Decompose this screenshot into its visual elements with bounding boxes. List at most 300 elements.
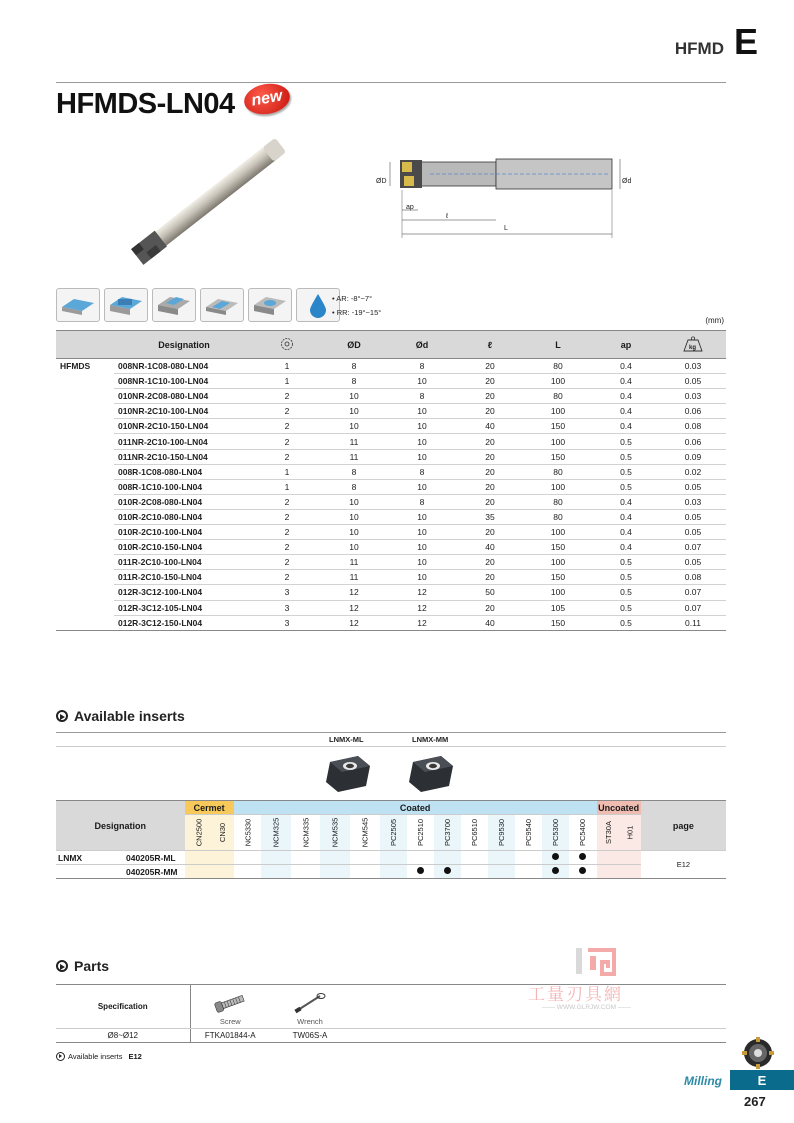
table-row — [56, 615, 726, 630]
col-teeth — [254, 331, 320, 359]
value-cell: 80 — [524, 359, 592, 374]
col-l: ℓ — [456, 331, 524, 359]
value-cell: 2 — [254, 525, 320, 540]
grade-header — [542, 815, 569, 851]
grade-header — [291, 815, 321, 851]
insert-row — [56, 865, 726, 879]
value-cell: 8 — [388, 464, 456, 479]
grade-cell — [461, 865, 488, 879]
designation-cell: 010R-2C10-100-LN04 — [114, 525, 254, 540]
page-number: 267 — [744, 1094, 766, 1109]
value-cell: 80 — [524, 509, 592, 524]
value-cell: 20 — [456, 374, 524, 389]
value-cell: 0.5 — [592, 585, 660, 600]
table-row — [56, 359, 726, 374]
available-dot-icon — [444, 867, 451, 874]
value-cell: 100 — [524, 404, 592, 419]
value-cell: 0.5 — [592, 479, 660, 494]
grade-cell — [261, 865, 291, 879]
value-cell: 10 — [388, 374, 456, 389]
grade-cell — [515, 851, 542, 865]
dim-ap: ap — [406, 204, 414, 211]
grade-cell — [234, 865, 262, 879]
value-cell: 0.4 — [592, 540, 660, 555]
designation-cell: 010R-2C08-080-LN04 — [114, 494, 254, 509]
value-cell: 0.09 — [660, 449, 726, 464]
value-cell: 10 — [388, 570, 456, 585]
table-row — [56, 419, 726, 434]
grade-cell — [350, 851, 380, 865]
value-cell: 0.4 — [592, 509, 660, 524]
value-cell: 20 — [456, 494, 524, 509]
table-row — [56, 555, 726, 570]
part-wrench — [270, 985, 350, 1029]
designation-cell: 011NR-2C10-150-LN04 — [114, 449, 254, 464]
insert-mm-image — [405, 752, 457, 794]
wrench-code: TW06S-A — [270, 1029, 350, 1043]
grade-cell — [569, 865, 596, 879]
table-row — [56, 570, 726, 585]
designation-cell: 008NR-1C08-080-LN04 — [114, 359, 254, 374]
value-cell: 2 — [254, 570, 320, 585]
value-cell: 20 — [456, 464, 524, 479]
value-cell: 2 — [254, 404, 320, 419]
tool-drawing — [370, 150, 640, 240]
value-cell: 105 — [524, 600, 592, 615]
section-letter: E — [733, 21, 758, 62]
value-cell: 11 — [320, 555, 388, 570]
grade-cell — [291, 851, 321, 865]
grade-header — [407, 815, 434, 851]
value-cell: 0.4 — [592, 389, 660, 404]
col-weight — [660, 331, 726, 359]
wrench-icon — [292, 992, 328, 1014]
col-D: ØD — [320, 331, 388, 359]
insert-designation — [56, 865, 185, 879]
inserts-designation-header: Designation — [56, 801, 185, 851]
grade-cell — [515, 865, 542, 879]
series-cell — [56, 555, 114, 570]
value-cell: 10 — [388, 540, 456, 555]
grade-cell — [320, 865, 350, 879]
series-cell — [56, 585, 114, 600]
designation-cell: 012R-3C12-100-LN04 — [114, 585, 254, 600]
spec-body — [56, 359, 726, 631]
insert-series: LNMX — [58, 852, 83, 863]
value-cell: 0.5 — [592, 464, 660, 479]
value-cell: 12 — [320, 600, 388, 615]
designation-cell: 010NR-2C10-150-LN04 — [114, 419, 254, 434]
spec-table — [56, 330, 726, 631]
grade-label: PC6510 — [470, 818, 480, 847]
value-cell: 0.4 — [592, 374, 660, 389]
grade-header — [434, 815, 461, 851]
screw-code: FTKA01844-A — [190, 1029, 270, 1043]
table-row — [56, 509, 726, 524]
value-cell: 10 — [320, 389, 388, 404]
available-dot-icon — [579, 867, 586, 874]
value-cell: 100 — [524, 374, 592, 389]
weight-kg-icon — [682, 336, 704, 352]
parts-table — [56, 984, 726, 1043]
value-cell: 0.5 — [592, 449, 660, 464]
value-cell: 0.05 — [660, 374, 726, 389]
grade-header — [488, 815, 515, 851]
value-cell: 0.5 — [592, 570, 660, 585]
insert-ml-image — [322, 752, 374, 794]
value-cell: 50 — [456, 585, 524, 600]
value-cell: 0.05 — [660, 479, 726, 494]
face-milling-icon — [56, 288, 100, 322]
value-cell: 40 — [456, 540, 524, 555]
grade-cell — [212, 865, 234, 879]
insert-code: 040205R-MM — [126, 866, 178, 877]
available-dot-icon — [552, 867, 559, 874]
designation-cell: 010R-2C10-080-LN04 — [114, 509, 254, 524]
value-cell: 35 — [456, 509, 524, 524]
grade-cell — [407, 851, 434, 865]
value-cell: 10 — [320, 494, 388, 509]
parts-header-row — [56, 985, 726, 1029]
grade-label: PC3700 — [442, 818, 452, 847]
table-row — [56, 600, 726, 615]
value-cell: 10 — [388, 419, 456, 434]
value-cell: 10 — [388, 434, 456, 449]
grade-cell — [542, 851, 569, 865]
grade-label: NC5330 — [242, 818, 252, 847]
group-cermet: Cermet — [185, 801, 234, 815]
insert-row — [56, 851, 726, 865]
value-cell: 12 — [388, 585, 456, 600]
series-cell — [56, 464, 114, 479]
value-cell: 1 — [254, 479, 320, 494]
group-uncoated: Uncoated — [598, 802, 640, 813]
designation-cell: 011NR-2C10-100-LN04 — [114, 434, 254, 449]
table-row — [56, 464, 726, 479]
grade-cell — [185, 851, 213, 865]
value-cell: 150 — [524, 615, 592, 630]
series-cell — [56, 540, 114, 555]
footnote-ref: E12 — [128, 1052, 142, 1061]
value-cell: 100 — [524, 479, 592, 494]
value-cell: 8 — [320, 479, 388, 494]
parts-spec-header: Specification — [56, 985, 190, 1029]
dim-D: ØD — [376, 178, 387, 185]
designation-cell: 010NR-2C10-100-LN04 — [114, 404, 254, 419]
inserts-body — [56, 851, 726, 879]
available-dot-icon — [417, 867, 424, 874]
series-cell — [56, 615, 114, 630]
grade-header — [461, 815, 488, 851]
grade-cell — [234, 851, 262, 865]
table-row — [56, 479, 726, 494]
inserts-page-header: page — [641, 801, 726, 851]
footnote[interactable] — [56, 1052, 142, 1061]
part-screw — [190, 985, 270, 1029]
value-cell: 0.5 — [592, 600, 660, 615]
value-cell: 0.03 — [660, 359, 726, 374]
group-coated: Coated — [234, 801, 597, 815]
application-icons — [56, 288, 340, 322]
designation-cell: 012R-3C12-150-LN04 — [114, 615, 254, 630]
value-cell: 8 — [388, 389, 456, 404]
value-cell: 20 — [456, 479, 524, 494]
series-cell — [56, 374, 114, 389]
grade-cell — [488, 865, 515, 879]
grade-cell — [597, 865, 620, 879]
watermark-logo — [572, 944, 632, 978]
dim-d: Ød — [622, 178, 632, 185]
value-cell: 40 — [456, 419, 524, 434]
value-cell: 150 — [524, 540, 592, 555]
insert-type-ml: LNMX-ML — [329, 735, 364, 744]
grade-cell — [542, 865, 569, 879]
value-cell: 0.4 — [592, 359, 660, 374]
table-row — [56, 374, 726, 389]
designation-cell: 008R-1C10-100-LN04 — [114, 479, 254, 494]
radial-rake: • RR: -19°~15° — [332, 308, 382, 317]
value-cell: 0.06 — [660, 434, 726, 449]
table-row — [56, 494, 726, 509]
spec-header-row — [56, 331, 726, 359]
grade-label: PC9540 — [524, 818, 534, 847]
section-header — [674, 21, 758, 62]
designation-cell: 010NR-2C08-080-LN04 — [114, 389, 254, 404]
watermark-url: —— WWW.GLRJW.COM —— — [542, 1004, 631, 1011]
value-cell: 0.06 — [660, 404, 726, 419]
grade-cell — [407, 865, 434, 879]
header-divider — [56, 82, 726, 83]
grade-cell — [291, 865, 321, 879]
parts-value-row — [56, 1029, 726, 1043]
col-L: L — [524, 331, 592, 359]
value-cell: 8 — [388, 359, 456, 374]
grade-label: CN30 — [218, 822, 228, 843]
grade-header — [515, 815, 542, 851]
value-cell: 0.08 — [660, 419, 726, 434]
grade-cell — [212, 851, 234, 865]
value-cell: 150 — [524, 449, 592, 464]
table-row — [56, 525, 726, 540]
parts-heading-text: Parts — [74, 958, 110, 974]
grade-label: PC5400 — [578, 818, 588, 847]
slotting-icon — [152, 288, 196, 322]
footer-category: Milling — [684, 1074, 722, 1088]
wrench-label: Wrench — [297, 1017, 323, 1026]
value-cell: 0.05 — [660, 509, 726, 524]
value-cell: 10 — [388, 525, 456, 540]
grade-header — [234, 815, 262, 851]
grade-label: NCM335 — [301, 817, 311, 848]
tool-photo — [100, 134, 310, 274]
insert-designation — [56, 851, 185, 865]
grade-cell — [620, 851, 641, 865]
section-name: HFMD — [674, 39, 724, 58]
shoulder-milling-icon — [104, 288, 148, 322]
value-cell: 0.4 — [592, 419, 660, 434]
grade-header — [320, 815, 350, 851]
value-cell: 0.05 — [660, 555, 726, 570]
grade-label: H01 — [625, 825, 635, 840]
grade-cell — [320, 851, 350, 865]
value-cell: 10 — [388, 509, 456, 524]
dim-L: L — [504, 225, 508, 232]
cutting-angles — [332, 292, 381, 320]
grade-header — [597, 815, 620, 851]
series-cell — [56, 449, 114, 464]
grade-label: PC2505 — [388, 818, 398, 847]
grade-label: PC2510 — [415, 818, 425, 847]
value-cell: 0.4 — [592, 404, 660, 419]
value-cell: 3 — [254, 615, 320, 630]
table-row — [56, 434, 726, 449]
footer-section-tab[interactable]: E — [730, 1070, 794, 1090]
series-cell — [56, 419, 114, 434]
table-row — [56, 585, 726, 600]
series-cell — [56, 389, 114, 404]
value-cell: 10 — [388, 449, 456, 464]
value-cell: 150 — [524, 419, 592, 434]
designation-cell: 008NR-1C10-100-LN04 — [114, 374, 254, 389]
grade-cell — [380, 865, 407, 879]
value-cell: 20 — [456, 359, 524, 374]
value-cell: 2 — [254, 419, 320, 434]
grade-label: NCM325 — [271, 817, 281, 848]
value-cell: 10 — [320, 419, 388, 434]
col-d: Ød — [388, 331, 456, 359]
value-cell: 12 — [388, 600, 456, 615]
arrow-circle-icon — [56, 1052, 65, 1061]
grade-label: ST30A — [603, 821, 613, 844]
designation-cell: 011R-2C10-100-LN04 — [114, 555, 254, 570]
value-cell: 100 — [524, 434, 592, 449]
designation-cell: 008R-1C08-080-LN04 — [114, 464, 254, 479]
grade-header — [212, 815, 234, 851]
value-cell: 0.03 — [660, 389, 726, 404]
value-cell: 8 — [320, 464, 388, 479]
watermark-text: 工量刃具網 — [528, 985, 623, 1005]
value-cell: 100 — [524, 555, 592, 570]
col-series — [56, 331, 114, 359]
grade-cell — [569, 851, 596, 865]
new-badge: new — [242, 80, 293, 118]
value-cell: 2 — [254, 509, 320, 524]
screw-icon — [212, 992, 248, 1014]
value-cell: 20 — [456, 434, 524, 449]
designation-cell: 012R-3C12-105-LN04 — [114, 600, 254, 615]
inserts-name-rule — [56, 746, 726, 747]
grade-label: NCM545 — [360, 817, 370, 848]
grade-cell — [488, 851, 515, 865]
value-cell: 10 — [320, 540, 388, 555]
value-cell: 20 — [456, 570, 524, 585]
value-cell: 2 — [254, 540, 320, 555]
value-cell: 0.07 — [660, 600, 726, 615]
value-cell: 2 — [254, 449, 320, 464]
value-cell: 20 — [456, 389, 524, 404]
page-title: HFMDS-LN04 — [56, 88, 235, 120]
value-cell: 0.5 — [592, 555, 660, 570]
insert-page-ref[interactable]: E12 — [641, 851, 726, 879]
designation-cell: 010R-2C10-150-LN04 — [114, 540, 254, 555]
grade-group-row — [56, 801, 726, 815]
col-designation: Designation — [114, 331, 254, 359]
value-cell: 100 — [524, 525, 592, 540]
value-cell: 0.03 — [660, 494, 726, 509]
value-cell: 2 — [254, 555, 320, 570]
value-cell: 10 — [320, 525, 388, 540]
series-cell — [56, 404, 114, 419]
available-dot-icon — [552, 853, 559, 860]
grade-header — [620, 815, 641, 851]
value-cell: 2 — [254, 494, 320, 509]
value-cell: 1 — [254, 359, 320, 374]
value-cell: 0.05 — [660, 525, 726, 540]
value-cell: 0.02 — [660, 464, 726, 479]
inserts-table — [56, 800, 726, 879]
value-cell: 20 — [456, 525, 524, 540]
screw-label: Screw — [219, 1017, 241, 1026]
ramping-icon — [200, 288, 244, 322]
value-cell: 3 — [254, 600, 320, 615]
parts-filler-value — [350, 1029, 726, 1043]
value-cell: 11 — [320, 434, 388, 449]
value-cell: 20 — [456, 449, 524, 464]
arrow-circle-icon — [56, 710, 68, 722]
series-cell — [56, 509, 114, 524]
value-cell: 1 — [254, 464, 320, 479]
cutter-logo-icon — [742, 1037, 774, 1069]
grade-cell — [597, 851, 620, 865]
value-cell: 10 — [388, 404, 456, 419]
value-cell: 20 — [456, 600, 524, 615]
insert-type-mm: LNMX-MM — [412, 735, 449, 744]
arrow-circle-icon — [56, 960, 68, 972]
grade-header — [380, 815, 407, 851]
axial-rake: • AR: -8°~7° — [332, 294, 373, 303]
series-cell — [56, 494, 114, 509]
value-cell: 1 — [254, 374, 320, 389]
inserts-heading — [56, 708, 185, 724]
value-cell: 100 — [524, 585, 592, 600]
teeth-count-icon — [280, 337, 294, 351]
value-cell: 80 — [524, 494, 592, 509]
parts-spec-value: Ø8~Ø12 — [56, 1029, 190, 1043]
value-cell: 0.11 — [660, 615, 726, 630]
grade-cell — [380, 851, 407, 865]
value-cell: 2 — [254, 389, 320, 404]
parts-heading — [56, 958, 109, 974]
col-ap: ap — [592, 331, 660, 359]
series-cell — [56, 570, 114, 585]
footnote-text: Available inserts — [68, 1052, 123, 1061]
value-cell: 0.07 — [660, 585, 726, 600]
value-cell: 2 — [254, 434, 320, 449]
grade-header — [185, 815, 213, 851]
grade-header — [569, 815, 596, 851]
grade-label: PC5300 — [551, 818, 561, 847]
available-dot-icon — [579, 853, 586, 860]
insert-code: 040205R-ML — [126, 852, 176, 863]
value-cell: 3 — [254, 585, 320, 600]
grade-cell — [620, 865, 641, 879]
pocketing-icon — [248, 288, 292, 322]
value-cell: 0.4 — [592, 494, 660, 509]
value-cell: 12 — [388, 615, 456, 630]
designation-cell: 011R-2C10-150-LN04 — [114, 570, 254, 585]
series-cell — [56, 600, 114, 615]
value-cell: 12 — [320, 615, 388, 630]
